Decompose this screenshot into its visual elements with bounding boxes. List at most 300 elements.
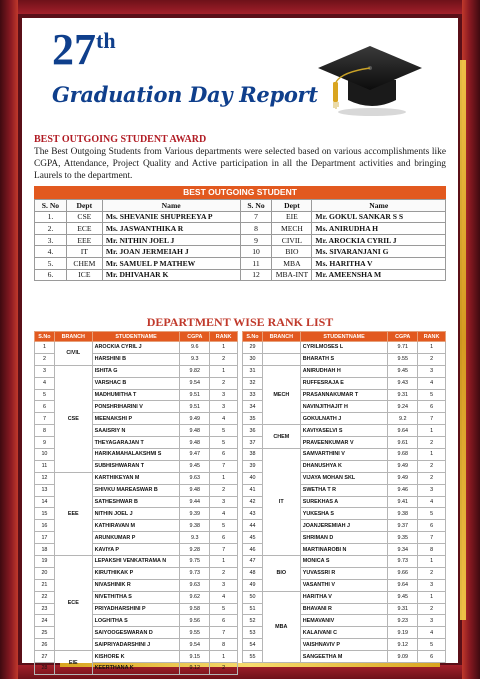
column-header: BRANCH (262, 332, 300, 342)
student-name-cell: SANGEETHA M (300, 651, 388, 663)
serial-cell: 12 (240, 269, 272, 281)
dept-cell: IT (66, 246, 102, 258)
serial-cell: 14 (35, 496, 55, 508)
student-name-cell: KAVIYASELVI S (300, 425, 388, 437)
student-name-cell: Mr. GOKUL SANKAR S S (312, 211, 446, 223)
cgpa-cell: 9.73 (388, 556, 418, 568)
student-name-cell: SAIPRIYADARSHINI J (92, 639, 180, 651)
cgpa-cell: 9.45 (388, 591, 418, 603)
column-header: Dept (66, 200, 102, 212)
serial-cell: 6. (35, 269, 67, 281)
student-name-cell: CYRILMOSES L (300, 342, 388, 354)
serial-cell: 43 (243, 508, 263, 520)
column-header: STUDENTNAME (92, 332, 180, 342)
dept-cell: CIVIL (272, 234, 312, 246)
student-name-cell: Ms. SHEVANIE SHUPREEYA P (102, 211, 240, 223)
student-name-cell: AROCKIA CYRIL J (92, 342, 180, 354)
cgpa-cell: 9.48 (180, 425, 210, 437)
rank-cell: 4 (210, 413, 238, 425)
serial-cell: 5. (35, 257, 67, 269)
student-name-cell: Ms. HARITHA V (312, 257, 446, 269)
cgpa-cell: 9.15 (180, 651, 210, 663)
student-name-cell: LOGHITHA S (92, 615, 180, 627)
serial-cell: 17 (35, 532, 55, 544)
rank-cell: 1 (210, 365, 238, 377)
serial-cell: 8 (240, 223, 272, 235)
rank-cell: 3 (210, 496, 238, 508)
cgpa-cell: 9.64 (388, 425, 418, 437)
table-row (35, 269, 446, 281)
student-name-cell: BHARATH S (300, 353, 388, 365)
cgpa-cell: 9.66 (388, 567, 418, 579)
serial-cell: 10 (240, 246, 272, 258)
graduation-cap-icon (312, 38, 424, 118)
rank-cell: 6 (210, 615, 238, 627)
report-title: Graduation Day Report (52, 82, 318, 107)
cgpa-cell: 9.63 (180, 472, 210, 484)
student-name-cell: KAVIYA P (92, 544, 180, 556)
serial-cell: 23 (35, 603, 55, 615)
best-outgoing-grid (34, 199, 446, 281)
dept-cell: CSE (66, 211, 102, 223)
student-name-cell: THEYAGARAJAN T (92, 437, 180, 449)
rank-cell: 7 (418, 413, 446, 425)
rank-cell: 3 (210, 579, 238, 591)
serial-cell: 49 (243, 579, 263, 591)
branch-cell: CSE (54, 365, 92, 472)
rank-cell: 1 (210, 342, 238, 354)
student-name-cell: Mr. JOAN JERMEIAH J (102, 246, 240, 258)
student-name-cell: HARIKAMAHALAKSHMI S (92, 449, 180, 461)
rank-cell: 2 (210, 377, 238, 389)
best-header-row (35, 200, 446, 212)
serial-cell: 24 (35, 615, 55, 627)
student-name-cell: VARSHAC B (92, 377, 180, 389)
rank-cell: 2 (210, 663, 238, 675)
rank-cell: 1 (210, 472, 238, 484)
table-row (243, 591, 446, 603)
student-name-cell: Ms. SIVARANJANI G (312, 246, 446, 258)
branch-cell (262, 342, 300, 354)
rank-cell: 5 (418, 639, 446, 651)
serial-cell: 12 (35, 472, 55, 484)
table-row (35, 211, 446, 223)
serial-cell: 55 (243, 651, 263, 663)
cgpa-cell: 9.38 (388, 508, 418, 520)
serial-cell: 2 (35, 353, 55, 365)
rank-cell: 3 (210, 401, 238, 413)
serial-cell: 34 (243, 401, 263, 413)
serial-cell: 45 (243, 532, 263, 544)
award-description: The Best Outgoing Students from Various departments were selected based on various accomplishments like CGPA, Attendance, Project Quality and Active participation in all the Department activities and bringing Laurels to the department. (34, 147, 446, 181)
serial-cell: 31 (243, 365, 263, 377)
dept-cell: CHEM (66, 257, 102, 269)
serial-cell: 11 (35, 460, 55, 472)
branch-cell: EEE (54, 472, 92, 555)
serial-cell: 9 (240, 234, 272, 246)
student-name-cell: BHAVANI R (300, 603, 388, 615)
student-name-cell: DHANUSHYA K (300, 460, 388, 472)
branch-cell: EIE (54, 651, 92, 675)
cgpa-cell: 9.38 (180, 520, 210, 532)
cgpa-cell: 9.3 (180, 532, 210, 544)
cgpa-cell: 9.41 (388, 496, 418, 508)
edition-number (52, 25, 116, 74)
rank-cell: 1 (418, 425, 446, 437)
student-name-cell: KATHIRAVAN M (92, 520, 180, 532)
student-name-cell: NITHIN JOEL J (92, 508, 180, 520)
serial-cell: 3 (35, 365, 55, 377)
serial-cell: 28 (35, 663, 55, 675)
rank-cell: 7 (418, 532, 446, 544)
student-name-cell: KARTHIKEYAN M (92, 472, 180, 484)
table-row (243, 556, 446, 568)
cgpa-cell: 9.19 (388, 627, 418, 639)
serial-cell: 50 (243, 591, 263, 603)
table-row (243, 449, 446, 461)
rank-cell: 3 (418, 579, 446, 591)
edition-suffix: th (96, 28, 116, 53)
table-row (35, 651, 238, 663)
student-name-cell: SAMVARTHINI V (300, 449, 388, 461)
cgpa-cell: 9.31 (388, 603, 418, 615)
serial-cell: 22 (35, 591, 55, 603)
student-name-cell: KISHORE K (92, 651, 180, 663)
serial-cell: 26 (35, 639, 55, 651)
rank-cell: 6 (418, 401, 446, 413)
dept-cell: ICE (66, 269, 102, 281)
serial-cell: 19 (35, 556, 55, 568)
cgpa-cell: 9.45 (388, 365, 418, 377)
student-name-cell: Mr. AMEENSHA M (312, 269, 446, 281)
serial-cell: 10 (35, 449, 55, 461)
column-header: S.No (35, 332, 55, 342)
rank-header-row (243, 332, 446, 342)
column-header: RANK (418, 332, 446, 342)
cgpa-cell: 9.55 (180, 627, 210, 639)
serial-cell: 7 (35, 413, 55, 425)
rank-cell: 3 (418, 484, 446, 496)
serial-cell: 51 (243, 603, 263, 615)
rank-cell: 4 (210, 508, 238, 520)
cgpa-cell: 9.12 (180, 663, 210, 675)
rank-cell: 6 (418, 520, 446, 532)
student-name-cell: Mr. NITHIN JOEL J (102, 234, 240, 246)
cgpa-cell: 9.2 (388, 413, 418, 425)
rank-cell: 2 (418, 472, 446, 484)
serial-cell: 53 (243, 627, 263, 639)
student-name-cell: SAIYOOGESWARAN D (92, 627, 180, 639)
rank-cell: 2 (418, 567, 446, 579)
serial-cell: 1 (35, 342, 55, 354)
edition-number-value: 27 (52, 25, 96, 74)
rank-cell: 1 (210, 651, 238, 663)
dept-cell: MBA (272, 257, 312, 269)
serial-cell: 27 (35, 651, 55, 663)
best-outgoing-title: BEST OUTGOING STUDENT (34, 186, 446, 199)
student-name-cell: YUVASSRI R (300, 567, 388, 579)
student-name-cell: SHIVKU MAREASWAR B (92, 484, 180, 496)
serial-cell: 2. (35, 223, 67, 235)
rank-cell: 1 (418, 591, 446, 603)
branch-cell: ECE (54, 556, 92, 651)
cgpa-cell: 9.55 (388, 353, 418, 365)
report-page (22, 18, 458, 672)
cgpa-cell: 9.46 (388, 484, 418, 496)
rank-cell: 2 (418, 460, 446, 472)
serial-cell: 25 (35, 627, 55, 639)
cgpa-cell: 9.37 (388, 520, 418, 532)
rank-cell: 1 (418, 342, 446, 354)
student-name-cell: RUFFESRAJA E (300, 377, 388, 389)
rank-cell: 2 (418, 603, 446, 615)
rank-cell: 5 (210, 603, 238, 615)
table-row (243, 342, 446, 354)
rank-cell: 8 (418, 544, 446, 556)
serial-cell: 30 (243, 353, 263, 365)
rank-cell: 3 (418, 365, 446, 377)
dept-cell: MECH (272, 223, 312, 235)
serial-cell: 6 (35, 401, 55, 413)
rank-cell: 2 (418, 353, 446, 365)
serial-cell: 54 (243, 639, 263, 651)
student-name-cell: SATHESHWAR B (92, 496, 180, 508)
student-name-cell: PRASANNAKUMAR T (300, 389, 388, 401)
dept-cell: BIO (272, 246, 312, 258)
student-name-cell: Ms. ANIRUDHA H (312, 223, 446, 235)
student-name-cell: NIVASHINIK R (92, 579, 180, 591)
cgpa-cell: 9.68 (388, 449, 418, 461)
table-row (35, 234, 446, 246)
student-name-cell: ISHITA G (92, 365, 180, 377)
column-header: RANK (210, 332, 238, 342)
column-header: CGPA (388, 332, 418, 342)
student-name-cell: Mr. DHIVAHAR K (102, 269, 240, 281)
student-name-cell: GOKULNATH J (300, 413, 388, 425)
student-name-cell: PRAVEENKUMAR V (300, 437, 388, 449)
cgpa-cell: 9.82 (180, 365, 210, 377)
student-name-cell: Ms. JASWANTHIKA R (102, 223, 240, 235)
serial-cell: 9 (35, 437, 55, 449)
column-header: Name (102, 200, 240, 212)
student-name-cell: HARITHA V (300, 591, 388, 603)
serial-cell: 36 (243, 425, 263, 437)
serial-cell: 47 (243, 556, 263, 568)
cgpa-cell: 9.24 (388, 401, 418, 413)
column-header: S.No (243, 332, 263, 342)
serial-cell: 42 (243, 496, 263, 508)
rank-cell: 4 (418, 377, 446, 389)
serial-cell: 7 (240, 211, 272, 223)
student-name-cell: ARUNKUMAR P (92, 532, 180, 544)
rank-grid-right (242, 331, 446, 663)
rank-cell: 4 (418, 627, 446, 639)
cgpa-cell: 9.47 (180, 449, 210, 461)
cgpa-cell: 9.71 (388, 342, 418, 354)
rank-cell: 4 (210, 591, 238, 603)
dept-cell: EIE (272, 211, 312, 223)
report-header (22, 18, 458, 133)
table-row (35, 246, 446, 258)
student-name-cell: YUKESHA S (300, 508, 388, 520)
cgpa-cell: 9.56 (180, 615, 210, 627)
rank-cell: 4 (418, 496, 446, 508)
serial-cell: 39 (243, 460, 263, 472)
serial-cell: 35 (243, 413, 263, 425)
table-row (243, 365, 446, 377)
cgpa-cell: 9.64 (388, 579, 418, 591)
student-name-cell: KEERTHANA K (92, 663, 180, 675)
table-row (35, 223, 446, 235)
serial-cell: 21 (35, 579, 55, 591)
serial-cell: 3. (35, 234, 67, 246)
frame-top (0, 0, 480, 14)
rank-cell: 1 (418, 556, 446, 568)
student-name-cell: SUREKHAS A (300, 496, 388, 508)
rank-list-title: DEPARTMENT WISE RANK LIST (146, 315, 334, 329)
cgpa-cell: 9.62 (180, 591, 210, 603)
serial-cell: 46 (243, 544, 263, 556)
cgpa-cell: 9.6 (180, 342, 210, 354)
cgpa-cell: 9.39 (180, 508, 210, 520)
table-row (35, 342, 238, 354)
cgpa-cell: 9.73 (180, 567, 210, 579)
column-header: BRANCH (54, 332, 92, 342)
rank-cell: 2 (418, 437, 446, 449)
student-name-cell: JOANJEREMIAH J (300, 520, 388, 532)
rank-cell: 2 (210, 484, 238, 496)
rank-cell: 1 (210, 556, 238, 568)
student-name-cell: ANIRUDHAH H (300, 365, 388, 377)
student-name-cell: KIRUTHIKAK P (92, 567, 180, 579)
cgpa-cell: 9.49 (388, 472, 418, 484)
table-row (35, 365, 238, 377)
column-header: Name (312, 200, 446, 212)
table-row (35, 472, 238, 484)
serial-cell: 1. (35, 211, 67, 223)
best-outgoing-table (34, 186, 446, 281)
branch-cell: CIVIL (54, 342, 92, 366)
student-name-cell: NIVETHITHA S (92, 591, 180, 603)
rank-grid-left (34, 331, 238, 675)
column-header: STUDENTNAME (300, 332, 388, 342)
serial-cell: 37 (243, 437, 263, 449)
cgpa-cell: 9.54 (180, 377, 210, 389)
column-header: CGPA (180, 332, 210, 342)
table-row (243, 353, 446, 365)
rank-table-right (242, 331, 446, 663)
cgpa-cell: 9.12 (388, 639, 418, 651)
column-header: Dept (272, 200, 312, 212)
branch-cell: MBA (262, 591, 300, 662)
cgpa-cell: 9.51 (180, 389, 210, 401)
rank-cell: 5 (210, 437, 238, 449)
rank-cell: 3 (210, 389, 238, 401)
serial-cell: 20 (35, 567, 55, 579)
serial-cell: 15 (35, 508, 55, 520)
branch-cell (262, 353, 300, 365)
student-name-cell: Mr. AROCKIA CYRIL J (312, 234, 446, 246)
serial-cell: 11 (240, 257, 272, 269)
rank-cell: 6 (210, 532, 238, 544)
cgpa-cell: 9.31 (388, 389, 418, 401)
dept-cell: EEE (66, 234, 102, 246)
student-name-cell: PRIYADHARSHINI P (92, 603, 180, 615)
rank-cell: 6 (210, 449, 238, 461)
rank-table-left (34, 331, 238, 675)
student-name-cell: LEPAKSHI VENKATRAMA N (92, 556, 180, 568)
cgpa-cell: 9.75 (180, 556, 210, 568)
branch-cell: MECH (262, 365, 300, 424)
rank-cell: 5 (210, 425, 238, 437)
cgpa-cell: 9.44 (180, 496, 210, 508)
table-row (35, 556, 238, 568)
cgpa-cell: 9.28 (180, 544, 210, 556)
serial-cell: 5 (35, 389, 55, 401)
cgpa-cell: 9.49 (180, 413, 210, 425)
award-heading: BEST OUTGOING STUDENT AWARD (34, 134, 207, 145)
serial-cell: 44 (243, 520, 263, 532)
column-header: S. No (35, 200, 67, 212)
serial-cell: 4. (35, 246, 67, 258)
cgpa-cell: 9.58 (180, 603, 210, 615)
student-name-cell: SAAISRIY N (92, 425, 180, 437)
cgpa-cell: 9.54 (180, 639, 210, 651)
cgpa-cell: 9.35 (388, 532, 418, 544)
rank-cell: 7 (210, 544, 238, 556)
column-header: S. No (240, 200, 272, 212)
student-name-cell: MONICA S (300, 556, 388, 568)
student-name-cell: PONSHRIHARINI V (92, 401, 180, 413)
cgpa-cell: 9.23 (388, 615, 418, 627)
frame-left (0, 0, 18, 679)
rank-cell: 5 (418, 389, 446, 401)
serial-cell: 16 (35, 520, 55, 532)
table-row (35, 257, 446, 269)
student-name-cell: SUBHISHWARAN T (92, 460, 180, 472)
student-name-cell: MARTINAROBI N (300, 544, 388, 556)
rank-cell: 1 (418, 449, 446, 461)
student-name-cell: MADHUMITHA T (92, 389, 180, 401)
rank-header-row (35, 332, 238, 342)
serial-cell: 29 (243, 342, 263, 354)
serial-cell: 48 (243, 567, 263, 579)
rank-cell: 3 (418, 615, 446, 627)
serial-cell: 52 (243, 615, 263, 627)
cgpa-cell: 9.63 (180, 579, 210, 591)
cgpa-cell: 9.45 (180, 460, 210, 472)
serial-cell: 33 (243, 389, 263, 401)
table-row (243, 425, 446, 437)
student-name-cell: HEMAVANIV (300, 615, 388, 627)
student-name-cell: VASANTHI V (300, 579, 388, 591)
rank-cell: 7 (210, 460, 238, 472)
student-name-cell: SWETHA T R (300, 484, 388, 496)
student-name-cell: KALAIVANI C (300, 627, 388, 639)
cgpa-cell: 9.3 (180, 353, 210, 365)
student-name-cell: VAISHNAVIV P (300, 639, 388, 651)
cgpa-cell: 9.61 (388, 437, 418, 449)
rank-cell: 2 (210, 567, 238, 579)
rank-cell: 2 (210, 353, 238, 365)
serial-cell: 13 (35, 484, 55, 496)
branch-cell: BIO (262, 556, 300, 592)
cgpa-cell: 9.43 (388, 377, 418, 389)
cgpa-cell: 9.48 (180, 437, 210, 449)
serial-cell: 38 (243, 449, 263, 461)
serial-cell: 8 (35, 425, 55, 437)
rank-cell: 5 (210, 520, 238, 532)
